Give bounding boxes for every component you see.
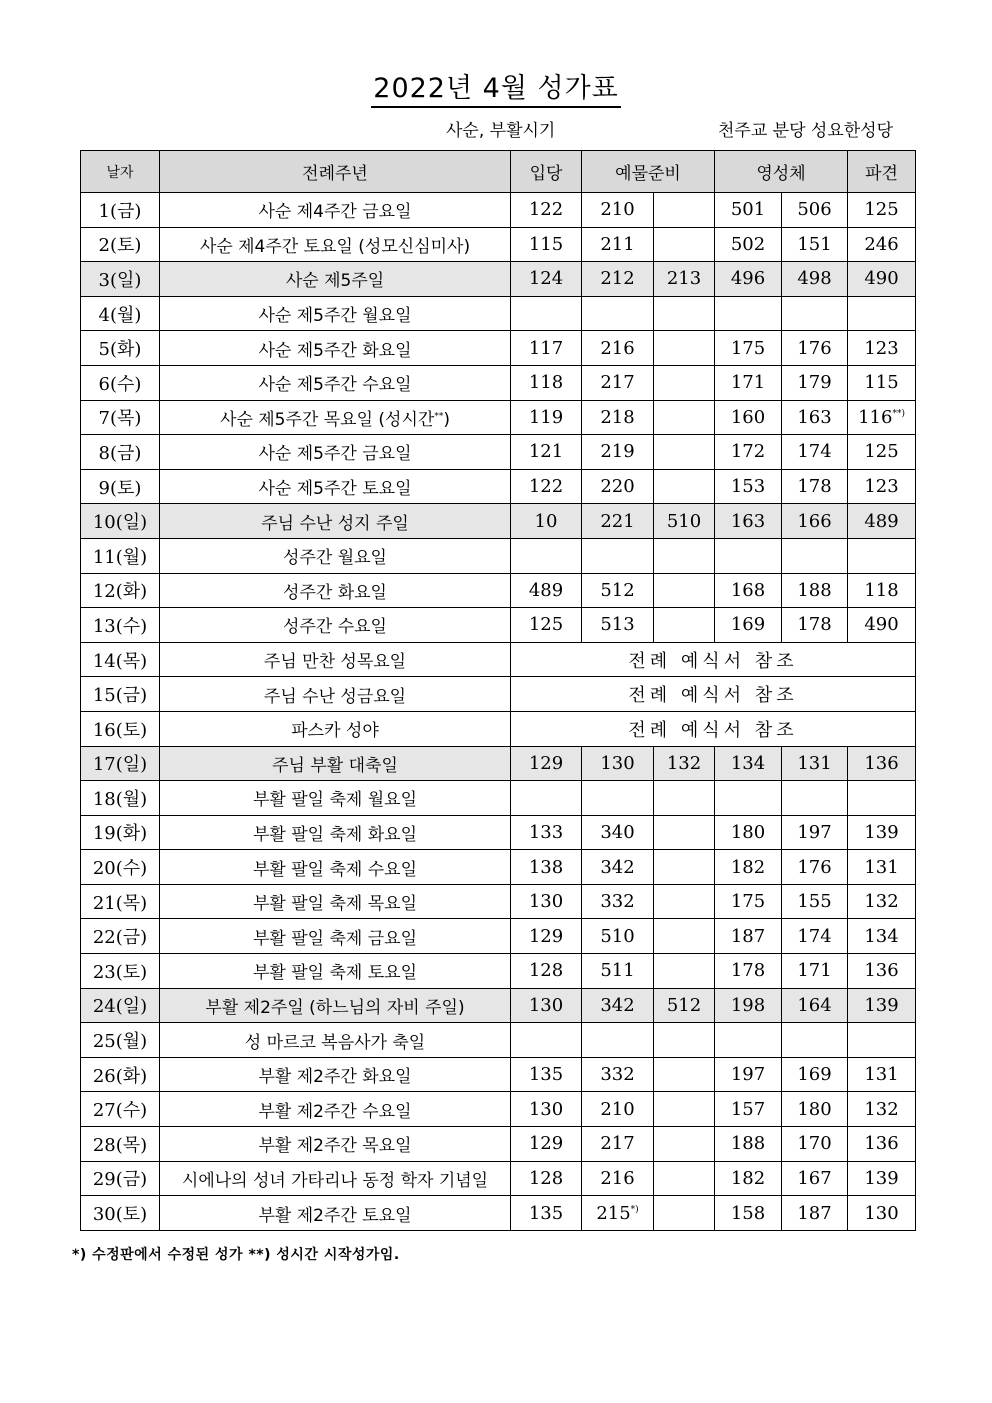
entrance-cell: 135	[511, 1057, 582, 1092]
offertory-cell-1: 217	[582, 1127, 654, 1162]
date-cell: 14(목)	[81, 642, 160, 677]
offertory-cell-1: 210	[582, 193, 654, 228]
offertory-cell-2	[654, 954, 715, 989]
entrance-cell: 130	[511, 988, 582, 1023]
offertory-cell-2	[654, 469, 715, 504]
date-cell: 21(목)	[81, 884, 160, 919]
liturgy-cell: 부활 제2주간 토요일	[160, 1196, 511, 1231]
dismissal-cell: 139	[848, 988, 916, 1023]
date-cell: 27(수)	[81, 1092, 160, 1127]
offertory-cell-1: 511	[582, 954, 654, 989]
date-cell: 18(월)	[81, 781, 160, 816]
date-cell: 22(금)	[81, 919, 160, 954]
table-row	[81, 988, 916, 1023]
entrance-cell: 489	[511, 573, 582, 608]
liturgy-cell: 사순 제5주간 목요일 (성시간**)	[160, 400, 511, 435]
date-cell: 20(수)	[81, 850, 160, 885]
liturgy-cell: 주님 수난 성지 주일	[160, 504, 511, 539]
dismissal-cell: 116**)	[848, 400, 916, 435]
entrance-cell: 119	[511, 400, 582, 435]
offertory-cell-1: 217	[582, 365, 654, 400]
entrance-cell	[511, 781, 582, 816]
table-row	[81, 884, 916, 919]
communion-cell-1: 187	[715, 919, 782, 954]
communion-cell-2: 188	[782, 573, 848, 608]
liturgy-cell: 성주간 월요일	[160, 538, 511, 573]
dismissal-cell	[848, 538, 916, 573]
date-cell: 10(일)	[81, 504, 160, 539]
offertory-cell-2	[654, 1092, 715, 1127]
offertory-cell-2	[654, 365, 715, 400]
table-row	[81, 954, 916, 989]
communion-cell-1	[715, 538, 782, 573]
offertory-cell-1: 340	[582, 815, 654, 850]
communion-cell-1: 182	[715, 1161, 782, 1196]
dismissal-cell: 136	[848, 954, 916, 989]
liturgy-cell: 시에나의 성녀 가타리나 동정 학자 기념일	[160, 1161, 511, 1196]
offertory-cell-1: 510	[582, 919, 654, 954]
entrance-cell: 128	[511, 954, 582, 989]
hymn-schedule-table	[80, 150, 916, 1231]
communion-cell-1: 163	[715, 504, 782, 539]
communion-cell-1: 180	[715, 815, 782, 850]
liturgy-cell: 사순 제4주간 토요일 (성모신심미사)	[160, 227, 511, 262]
header-date: 날자	[81, 151, 160, 193]
offertory-cell-1: 210	[582, 1092, 654, 1127]
header-communion: 영성체	[715, 151, 848, 193]
entrance-cell: 129	[511, 919, 582, 954]
entrance-cell: 130	[511, 884, 582, 919]
season-label: 사순, 부활시기	[446, 121, 556, 141]
communion-cell-2: 180	[782, 1092, 848, 1127]
dismissal-cell	[848, 781, 916, 816]
entrance-cell: 118	[511, 365, 582, 400]
offertory-cell-1: 212	[582, 262, 654, 297]
liturgy-cell: 성 마르코 복음사가 축일	[160, 1023, 511, 1058]
offertory-cell-1: 221	[582, 504, 654, 539]
offertory-cell-1	[582, 1023, 654, 1058]
communion-cell-1	[715, 781, 782, 816]
communion-cell-2: 170	[782, 1127, 848, 1162]
liturgy-cell: 사순 제4주간 금요일	[160, 193, 511, 228]
liturgy-cell: 사순 제5주간 수요일	[160, 365, 511, 400]
dismissal-cell: 136	[848, 1127, 916, 1162]
offertory-cell-2	[654, 193, 715, 228]
dismissal-cell: 115	[848, 365, 916, 400]
entrance-cell: 133	[511, 815, 582, 850]
liturgy-reference-cell: 전례 예식서 참조	[511, 642, 916, 677]
entrance-cell: 124	[511, 262, 582, 297]
table-row	[81, 262, 916, 297]
dismissal-cell: 118	[848, 573, 916, 608]
communion-cell-2: 174	[782, 435, 848, 470]
offertory-cell-2	[654, 435, 715, 470]
liturgy-cell: 부활 팔일 축제 수요일	[160, 850, 511, 885]
offertory-cell-2: 213	[654, 262, 715, 297]
offertory-cell-1	[582, 538, 654, 573]
communion-cell-1: 172	[715, 435, 782, 470]
communion-cell-1: 168	[715, 573, 782, 608]
date-cell: 12(화)	[81, 573, 160, 608]
communion-cell-1	[715, 296, 782, 331]
footnote-mark: **)	[892, 408, 905, 419]
table-header-row	[81, 151, 916, 193]
communion-cell-2: 164	[782, 988, 848, 1023]
offertory-cell-1: 220	[582, 469, 654, 504]
offertory-cell-2	[654, 850, 715, 885]
communion-cell-1: 501	[715, 193, 782, 228]
offertory-cell-1: 216	[582, 1161, 654, 1196]
liturgy-cell: 사순 제5주일	[160, 262, 511, 297]
communion-cell-2	[782, 781, 848, 816]
entrance-cell: 115	[511, 227, 582, 262]
liturgy-cell: 사순 제5주간 월요일	[160, 296, 511, 331]
liturgy-cell: 부활 팔일 축제 화요일	[160, 815, 511, 850]
communion-cell-2: 163	[782, 400, 848, 435]
dismissal-cell: 123	[848, 331, 916, 366]
date-cell: 15(금)	[81, 677, 160, 712]
table-row	[81, 1057, 916, 1092]
parish-name: 천주교 분당 성요한성당	[718, 121, 894, 141]
offertory-cell-1: 332	[582, 1057, 654, 1092]
entrance-cell: 121	[511, 435, 582, 470]
table-row	[81, 746, 916, 781]
liturgy-cell: 부활 팔일 축제 월요일	[160, 781, 511, 816]
dismissal-cell: 125	[848, 435, 916, 470]
table-row	[81, 227, 916, 262]
communion-cell-1: 169	[715, 608, 782, 643]
offertory-cell-1: 342	[582, 850, 654, 885]
communion-cell-2: 176	[782, 850, 848, 885]
entrance-cell: 128	[511, 1161, 582, 1196]
communion-cell-1: 502	[715, 227, 782, 262]
entrance-cell	[511, 1023, 582, 1058]
communion-cell-1: 188	[715, 1127, 782, 1162]
communion-cell-2: 178	[782, 608, 848, 643]
header-liturgy: 전례주년	[160, 151, 511, 193]
communion-cell-2: 506	[782, 193, 848, 228]
communion-cell-1: 197	[715, 1057, 782, 1092]
liturgy-cell: 부활 제2주간 화요일	[160, 1057, 511, 1092]
table-row	[81, 642, 916, 677]
communion-cell-2: 155	[782, 884, 848, 919]
offertory-cell-2: 132	[654, 746, 715, 781]
entrance-cell: 138	[511, 850, 582, 885]
communion-cell-2: 174	[782, 919, 848, 954]
dismissal-cell: 130	[848, 1196, 916, 1231]
table-row	[81, 781, 916, 816]
communion-cell-2	[782, 296, 848, 331]
table-row	[81, 608, 916, 643]
date-cell: 19(화)	[81, 815, 160, 850]
table-row	[81, 1023, 916, 1058]
offertory-cell-2	[654, 331, 715, 366]
dismissal-cell	[848, 1023, 916, 1058]
header-dismissal: 파견	[848, 151, 916, 193]
table-row	[81, 538, 916, 573]
entrance-cell: 125	[511, 608, 582, 643]
date-cell: 2(토)	[81, 227, 160, 262]
table-row	[81, 504, 916, 539]
date-cell: 6(수)	[81, 365, 160, 400]
liturgy-cell: 부활 팔일 축제 토요일	[160, 954, 511, 989]
offertory-cell-1: 512	[582, 573, 654, 608]
entrance-cell: 117	[511, 331, 582, 366]
liturgy-cell: 부활 제2주간 수요일	[160, 1092, 511, 1127]
liturgy-cell: 파스카 성야	[160, 711, 511, 746]
offertory-cell-1: 513	[582, 608, 654, 643]
date-cell: 17(일)	[81, 746, 160, 781]
liturgy-cell: 부활 팔일 축제 목요일	[160, 884, 511, 919]
liturgy-cell: 부활 제2주일 (하느님의 자비 주일)	[160, 988, 511, 1023]
date-cell: 8(금)	[81, 435, 160, 470]
communion-cell-1: 178	[715, 954, 782, 989]
offertory-cell-2: 512	[654, 988, 715, 1023]
table-row	[81, 1092, 916, 1127]
date-cell: 16(토)	[81, 711, 160, 746]
offertory-cell-2	[654, 781, 715, 816]
communion-cell-1: 157	[715, 1092, 782, 1127]
date-cell: 26(화)	[81, 1057, 160, 1092]
table-row	[81, 919, 916, 954]
dismissal-cell: 136	[848, 746, 916, 781]
date-cell: 28(목)	[81, 1127, 160, 1162]
page-title: 2022년 4월 성가표	[0, 66, 992, 105]
entrance-cell: 122	[511, 469, 582, 504]
table-row	[81, 711, 916, 746]
table-row	[81, 400, 916, 435]
communion-cell-2: 178	[782, 469, 848, 504]
offertory-cell-2	[654, 1057, 715, 1092]
date-cell: 7(목)	[81, 400, 160, 435]
table-row	[81, 296, 916, 331]
dismissal-cell: 490	[848, 608, 916, 643]
footnote-mark: **	[434, 411, 444, 422]
footnote: *) 수정판에서 수정된 성가 **) 성시간 시작성가임.	[72, 1247, 400, 1263]
communion-cell-2: 171	[782, 954, 848, 989]
communion-cell-1: 134	[715, 746, 782, 781]
table-row	[81, 1127, 916, 1162]
communion-cell-2: 167	[782, 1161, 848, 1196]
header-offertory: 예물준비	[582, 151, 715, 193]
footnote-mark: *)	[630, 1204, 639, 1215]
table-row	[81, 469, 916, 504]
table-row	[81, 193, 916, 228]
dismissal-cell: 132	[848, 1092, 916, 1127]
dismissal-cell: 132	[848, 884, 916, 919]
liturgy-cell: 주님 부활 대축일	[160, 746, 511, 781]
date-cell: 1(금)	[81, 193, 160, 228]
liturgy-cell: 성주간 수요일	[160, 608, 511, 643]
entrance-cell: 135	[511, 1196, 582, 1231]
communion-cell-2: 498	[782, 262, 848, 297]
dismissal-cell: 134	[848, 919, 916, 954]
liturgy-reference-cell: 전례 예식서 참조	[511, 677, 916, 712]
communion-cell-1: 171	[715, 365, 782, 400]
communion-cell-2: 131	[782, 746, 848, 781]
liturgy-cell: 부활 팔일 축제 금요일	[160, 919, 511, 954]
liturgy-cell: 부활 제2주간 목요일	[160, 1127, 511, 1162]
offertory-cell-1: 211	[582, 227, 654, 262]
communion-cell-1: 496	[715, 262, 782, 297]
date-cell: 5(화)	[81, 331, 160, 366]
offertory-cell-2	[654, 1161, 715, 1196]
liturgy-cell: 사순 제5주간 토요일	[160, 469, 511, 504]
offertory-cell-2	[654, 815, 715, 850]
liturgy-cell: 사순 제5주간 금요일	[160, 435, 511, 470]
date-cell: 29(금)	[81, 1161, 160, 1196]
offertory-cell-1: 216	[582, 331, 654, 366]
offertory-cell-2: 510	[654, 504, 715, 539]
offertory-cell-2	[654, 1127, 715, 1162]
communion-cell-1: 160	[715, 400, 782, 435]
offertory-cell-2	[654, 1196, 715, 1231]
offertory-cell-1: 219	[582, 435, 654, 470]
offertory-cell-1: 215*)	[582, 1196, 654, 1231]
dismissal-cell: 490	[848, 262, 916, 297]
liturgy-cell: 주님 만찬 성목요일	[160, 642, 511, 677]
dismissal-cell: 131	[848, 1057, 916, 1092]
dismissal-cell: 123	[848, 469, 916, 504]
date-cell: 3(일)	[81, 262, 160, 297]
date-cell: 24(일)	[81, 988, 160, 1023]
communion-cell-2: 151	[782, 227, 848, 262]
dismissal-cell: 139	[848, 1161, 916, 1196]
entrance-cell	[511, 538, 582, 573]
offertory-cell-1: 218	[582, 400, 654, 435]
date-cell: 11(월)	[81, 538, 160, 573]
communion-cell-2: 176	[782, 331, 848, 366]
offertory-cell-2	[654, 608, 715, 643]
liturgy-reference-cell: 전례 예식서 참조	[511, 711, 916, 746]
table-row	[81, 1196, 916, 1231]
offertory-cell-1: 332	[582, 884, 654, 919]
date-cell: 23(토)	[81, 954, 160, 989]
table-row	[81, 331, 916, 366]
communion-cell-2: 179	[782, 365, 848, 400]
communion-cell-2	[782, 538, 848, 573]
table-row	[81, 435, 916, 470]
offertory-cell-1: 130	[582, 746, 654, 781]
dismissal-cell: 131	[848, 850, 916, 885]
communion-cell-2: 166	[782, 504, 848, 539]
communion-cell-2	[782, 1023, 848, 1058]
table-row	[81, 573, 916, 608]
dismissal-cell: 246	[848, 227, 916, 262]
offertory-cell-1	[582, 296, 654, 331]
communion-cell-1: 198	[715, 988, 782, 1023]
entrance-cell: 130	[511, 1092, 582, 1127]
communion-cell-1: 175	[715, 884, 782, 919]
offertory-cell-2	[654, 884, 715, 919]
dismissal-cell: 139	[848, 815, 916, 850]
dismissal-cell: 125	[848, 193, 916, 228]
entrance-cell: 129	[511, 1127, 582, 1162]
offertory-cell-2	[654, 573, 715, 608]
communion-cell-1: 182	[715, 850, 782, 885]
entrance-cell: 122	[511, 193, 582, 228]
date-cell: 25(월)	[81, 1023, 160, 1058]
offertory-cell-2	[654, 919, 715, 954]
table-row	[81, 815, 916, 850]
offertory-cell-1: 342	[582, 988, 654, 1023]
communion-cell-1: 175	[715, 331, 782, 366]
communion-cell-1: 158	[715, 1196, 782, 1231]
offertory-cell-1	[582, 781, 654, 816]
liturgy-cell: 사순 제5주간 화요일	[160, 331, 511, 366]
communion-cell-2: 169	[782, 1057, 848, 1092]
table-row	[81, 677, 916, 712]
communion-cell-1: 153	[715, 469, 782, 504]
table-row	[81, 1161, 916, 1196]
date-cell: 13(수)	[81, 608, 160, 643]
offertory-cell-2	[654, 296, 715, 331]
date-cell: 30(토)	[81, 1196, 160, 1231]
offertory-cell-2	[654, 227, 715, 262]
dismissal-cell	[848, 296, 916, 331]
communion-cell-2: 197	[782, 815, 848, 850]
offertory-cell-2	[654, 538, 715, 573]
entrance-cell	[511, 296, 582, 331]
offertory-cell-2	[654, 400, 715, 435]
dismissal-cell: 489	[848, 504, 916, 539]
liturgy-cell: 주님 수난 성금요일	[160, 677, 511, 712]
table-row	[81, 850, 916, 885]
date-cell: 4(월)	[81, 296, 160, 331]
communion-cell-2: 187	[782, 1196, 848, 1231]
liturgy-cell: 성주간 화요일	[160, 573, 511, 608]
offertory-cell-2	[654, 1023, 715, 1058]
date-cell: 9(토)	[81, 469, 160, 504]
entrance-cell: 10	[511, 504, 582, 539]
communion-cell-1	[715, 1023, 782, 1058]
header-entrance: 입당	[511, 151, 582, 193]
entrance-cell: 129	[511, 746, 582, 781]
table-row	[81, 365, 916, 400]
